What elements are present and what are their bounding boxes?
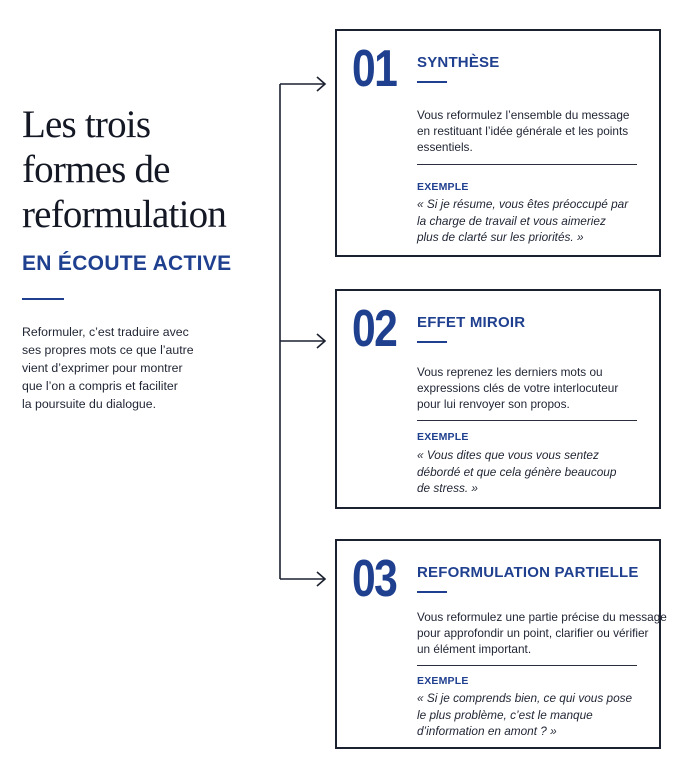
intro-line: vient d’exprimer pour montrer (22, 361, 183, 375)
example-label: EXEMPLE (417, 431, 469, 443)
example-line: la charge de travail et vous aimeriez (417, 213, 606, 228)
subtitle: EN ÉCOUTE ACTIVE (22, 252, 232, 275)
card-separator (417, 665, 637, 666)
card-effet-miroir (335, 289, 661, 509)
example-label: EXEMPLE (417, 181, 469, 193)
description-line: pour approfondir un point, clarifier ou vérifier (417, 626, 649, 640)
card-title: SYNTHÈSE (417, 54, 500, 71)
intro-line: Reformuler, c’est traduire avec (22, 325, 189, 339)
example-label: EXEMPLE (417, 675, 469, 687)
description-line: Vous reprenez les derniers mots ou (417, 365, 603, 379)
card-synthese (335, 29, 661, 257)
intro-line: que l’on a compris et faciliter (22, 379, 178, 393)
description-line: Vous reformulez une partie précise du message (417, 610, 667, 624)
card-number: 01 (352, 40, 397, 98)
description-line: un élément important. (417, 642, 532, 656)
example-line: « Vous dites que vous vous sentez (417, 448, 599, 462)
title-line: formes de (22, 148, 170, 191)
card-separator (417, 420, 637, 421)
card-example (417, 690, 632, 740)
card-description (417, 364, 618, 412)
example-line: le plus problème, c’est le manque (417, 707, 593, 722)
card-separator (417, 164, 637, 165)
example-line: de stress. » (417, 481, 478, 495)
card-title: REFORMULATION PARTIELLE (417, 564, 639, 581)
card-description (417, 609, 667, 657)
card-title-underline (417, 81, 447, 83)
intro-line: la poursuite du dialogue. (22, 397, 156, 411)
description-line: expressions clés de votre interlocuteur (417, 381, 619, 395)
card-number: 03 (352, 550, 397, 608)
description-line: pour lui renvoyer son propos. (417, 397, 570, 411)
card-title-underline (417, 341, 447, 343)
example-line: « Si je comprends bien, ce qui vous pose (417, 691, 633, 705)
card-description (417, 107, 629, 155)
title-line: reformulation (22, 193, 227, 236)
card-title-underline (417, 591, 447, 593)
card-title: EFFET MIROIR (417, 314, 526, 331)
intro-line: ses propres mots ce que l’autre (22, 343, 194, 357)
card-example (417, 196, 628, 246)
description-line: en restituant l’idée générale et les points (417, 124, 629, 138)
description-line: essentiels. (417, 140, 473, 154)
example-line: d’information en amont ? » (417, 724, 557, 738)
example-line: débordé et que cela génère beaucoup (417, 464, 617, 479)
example-line: « Si je résume, vous êtes préoccupé par (417, 197, 629, 211)
card-example (417, 447, 616, 497)
title-line: Les trois (22, 103, 151, 146)
description-line: Vous reformulez l’ensemble du message (417, 108, 630, 122)
card-reformulation-partielle (335, 539, 667, 749)
card-number: 02 (352, 300, 397, 358)
example-line: plus de clarté sur les priorités. » (417, 230, 584, 244)
